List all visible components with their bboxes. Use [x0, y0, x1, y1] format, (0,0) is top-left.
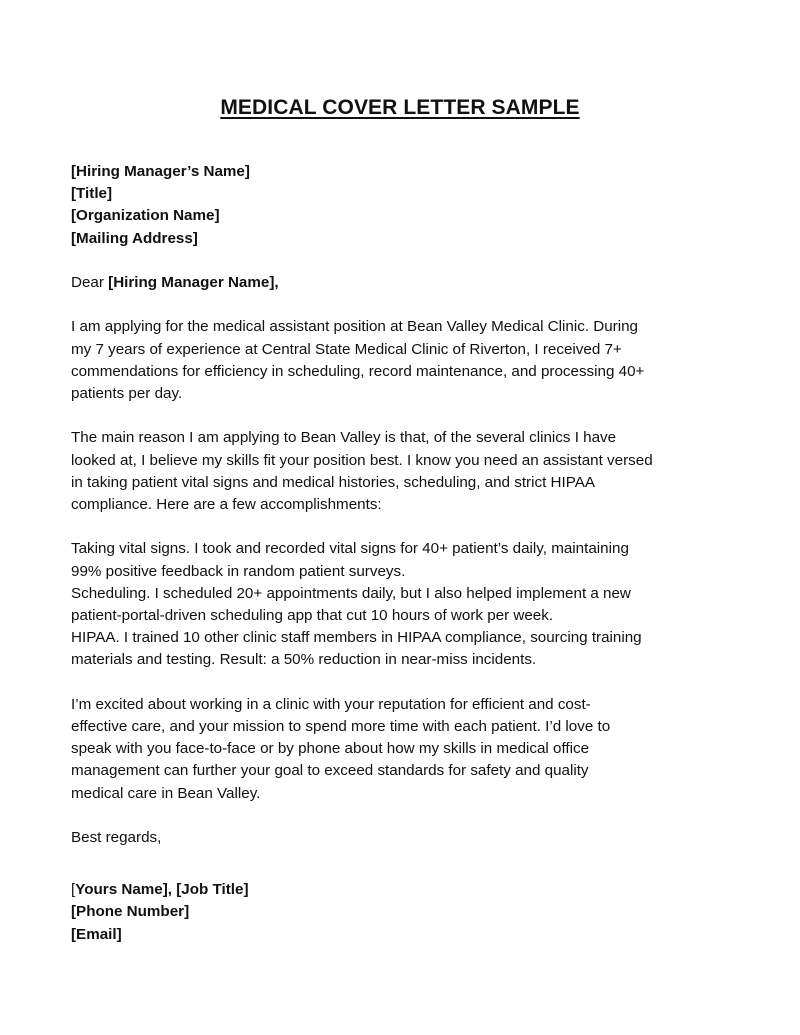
- paragraph-line: management can further your goal to exceed standards for safety and quality: [71, 762, 589, 780]
- paragraph-line: my 7 years of experience at Central State Medical Clinic of Riverton, I received 7+: [71, 340, 622, 358]
- closing-text: Best regards,: [71, 829, 162, 846]
- accomplishment-line: Taking vital signs. I took and recorded vital signs for 40+ patient’s daily, maintaining: [71, 540, 629, 558]
- recipient-organization: [Organization Name]: [71, 207, 220, 225]
- recipient-title: [Title]: [71, 185, 113, 203]
- paragraph-line: I am applying for the medical assistant position at Bean Valley Medical Clinic. During: [71, 318, 638, 336]
- accomplishment-line: HIPAA. I trained 10 other clinic staff members in HIPAA compliance, sourcing training: [71, 629, 642, 647]
- paragraph-line: compliance. Here are a few accomplishments:: [71, 496, 382, 513]
- letter-body: [71, 161, 741, 946]
- recipient-block: [71, 161, 741, 250]
- document-title: MEDICAL COVER LETTER SAMPLE: [220, 96, 580, 119]
- paragraph-line: The main reason I am applying to Bean Valley is that, of the several clinics I have: [71, 429, 617, 447]
- accomplishment-line: materials and testing. Result: a 50% reduction in near-miss incidents.: [71, 651, 537, 669]
- paragraph-line: patients per day.: [71, 385, 183, 402]
- signature-phone: [Phone Number]: [71, 903, 190, 921]
- paragraph-line: commendations for efficiency in scheduling, record maintenance, and processing 40+: [71, 362, 645, 380]
- salutation-prefix: Dear: [71, 274, 109, 291]
- paragraph-line: effective care, and your mission to spend more time with each patient. I’d love to: [71, 718, 611, 735]
- salutation: [71, 272, 741, 294]
- paragraph-line: speak with you face-to-face or by phone about how my skills in medical office: [71, 740, 590, 758]
- paragraph-reason: [71, 427, 741, 516]
- signature-bracket: [: [71, 881, 76, 899]
- signature-block: [71, 879, 741, 946]
- signature-name-title: Yours Name], [Job Title]: [75, 881, 249, 899]
- recipient-address: [Mailing Address]: [71, 229, 198, 247]
- closing: [71, 827, 741, 849]
- paragraph-line: medical care in Bean Valley.: [71, 784, 261, 802]
- signature-email: [Email]: [71, 925, 122, 943]
- paragraph-line: looked at, I believe my skills fit your position best. I know you need an assistant versed: [71, 451, 653, 469]
- accomplishment-line: Scheduling. I scheduled 20+ appointments daily, but I also helped implement a new: [71, 584, 631, 602]
- paragraph-line: in taking patient vital signs and medical histories, scheduling, and strict HIPAA: [71, 473, 595, 491]
- accomplishment-line: 99% positive feedback in random patient surveys.: [71, 562, 406, 580]
- recipient-name: [Hiring Manager’s Name]: [71, 163, 250, 180]
- accomplishments-list: [71, 538, 741, 671]
- paragraph-intro: [71, 316, 741, 405]
- salutation-name: [Hiring Manager Name],: [108, 274, 279, 291]
- paragraph-closing-pitch: [71, 694, 741, 805]
- accomplishment-line: patient-portal-driven scheduling app that cut 10 hours of work per week.: [71, 607, 554, 624]
- paragraph-line: I’m excited about working in a clinic with your reputation for efficient and cost-: [71, 695, 591, 713]
